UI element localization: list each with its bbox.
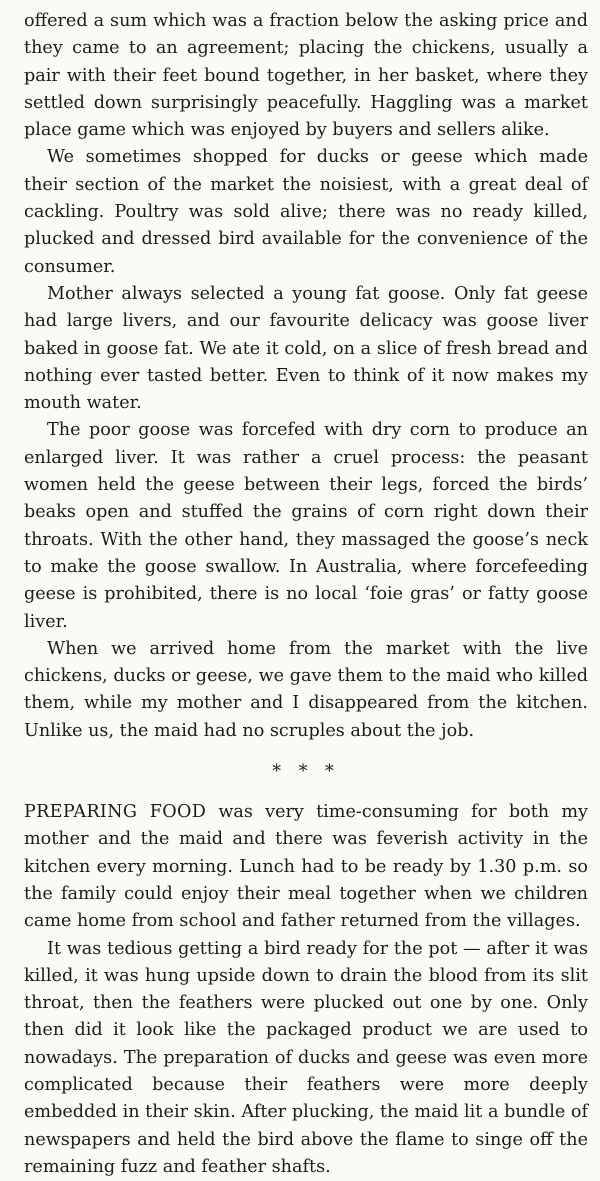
paragraph-ducks-geese: We sometimes shopped for ducks or geese which made their section of the market the noisiest, with a great deal of cackling. Poultry was sold alive; there was no ready killed, plucked and dressed bird available for the convenience of the consumer. [24, 144, 588, 280]
section-first-text: was very time-consuming for both my mother and the maid and there was feverish activity in the kitchen every morning. Lunch had to be ready by 1.30 p.m. so the family could enjoy their meal together when we children came home from school and father returned from the villages. [24, 802, 588, 931]
section-break-asterisks: * * * [24, 745, 588, 799]
text-block-top [24, 8, 588, 745]
paragraph-market-haggling: offered a sum which was a fraction below the asking price and they came to an agreement; placing the chickens, usually a pair with their feet bound together, in her basket, where they settled down surprisingly peacefully. Haggling was a market place game which was enjoyed by buyers and sellers alike. [24, 8, 588, 144]
paragraph-arriving-home: When we arrived home from the market with the live chickens, ducks or geese, we gave them to the maid who killed them, while my mother and I disappeared from the kitchen. Unlike us, the maid had no scruples about the job. [24, 636, 588, 745]
paragraph-preparing-food [24, 799, 588, 935]
paragraph-bird-preparation: It was tedious getting a bird ready for the pot — after it was killed, it was hung upside down to drain the blood from its slit throat, then the feathers were plucked out one by one. Only then did it look like the packaged product we are used to nowadays. The preparation of ducks and geese was even more complicated because their feathers were more deeply embedded in their skin. After plucking, the maid lit a bundle of newspapers and held the bird above the flame to singe off the remaining fuzz and feather shafts. [24, 936, 588, 1181]
paragraph-goose-liver: Mother always selected a young fat goose. Only fat geese had large livers, and our favourite delicacy was goose liver baked in goose fat. We ate it cold, on a slice of fresh bread and nothing ever tasted better. Even to think of it now makes my mouth water. [24, 281, 588, 417]
text-block-bottom [24, 799, 588, 1181]
section-lead-words: PREPARING FOOD [24, 802, 206, 822]
paragraph-forcefeeding: The poor goose was forcefed with dry corn to produce an enlarged liver. It was rather a cruel process: the peasant women held the geese between their legs, forced the birds’ beaks open and stuffed the grains of corn right down their throats. With the other hand, they massaged the goose’s neck to make the goose swallow. In Australia, where forcefeeding geese is prohibited, there is no local ‘foie gras’ or fatty goose liver. [24, 417, 588, 635]
